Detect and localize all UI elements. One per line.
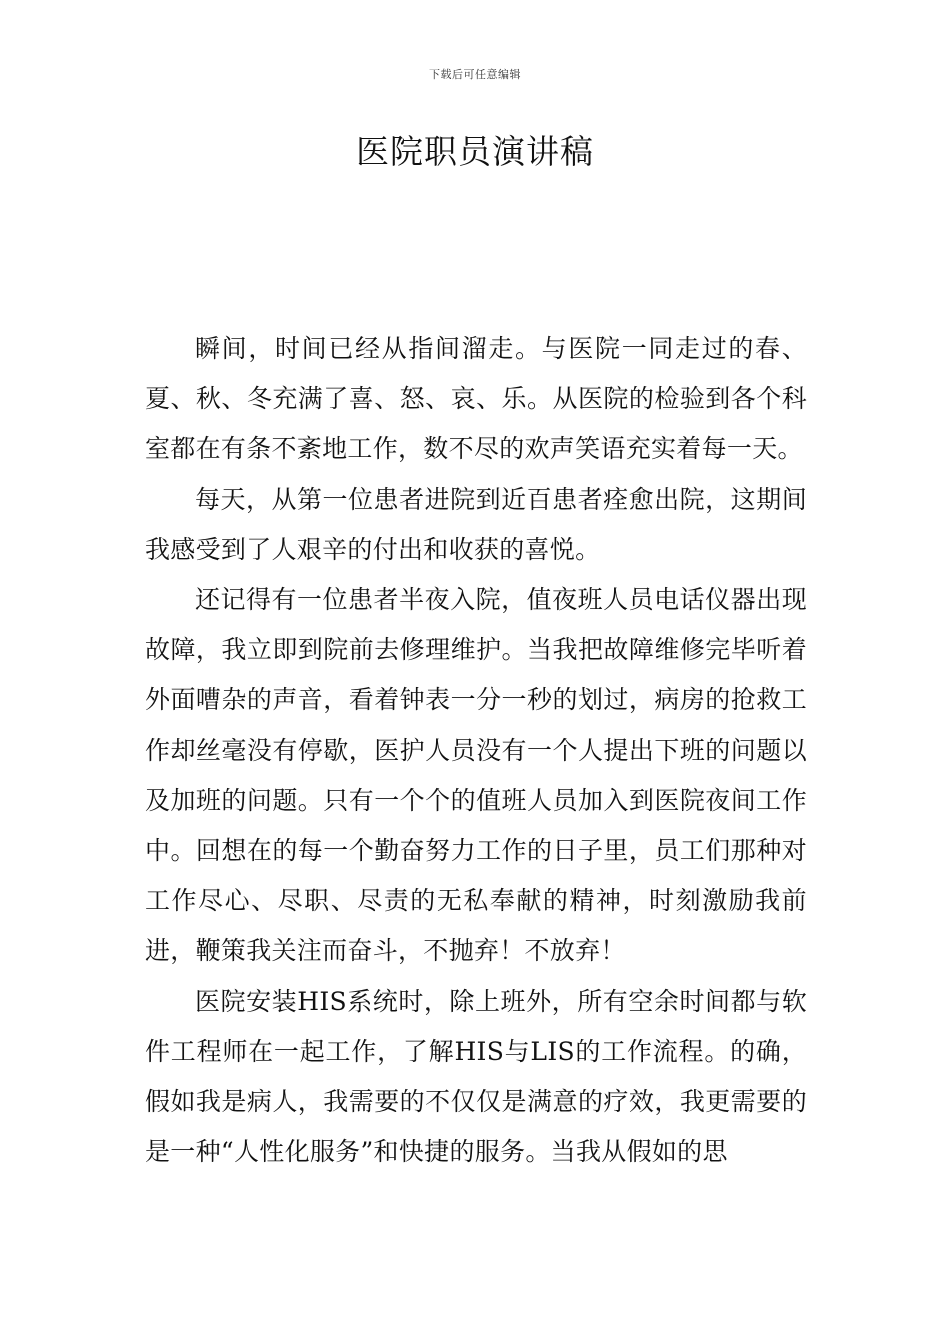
paragraph-4: 医院安装HIS系统时，除上班外，所有空余时间都与软件工程师在一起工作，了解HIS与LIS的工作流程。的确，假如我是病人，我需要的不仅仅是满意的疗效，我更需要的是一种“人性化服务”和快捷的服务。当我从假如的思 [145,986,807,1167]
page-title: 医院职员演讲稿 [356,132,594,171]
paragraph-2: 每天，从第一位患者进院到近百患者痊愈出院，这期间我感受到了人艰辛的付出和收获的喜悦。 [145,484,807,564]
paragraph-3: 还记得有一位患者半夜入院，值夜班人员电话仪器出现故障，我立即到院前去修理维护。当我把故障维修完毕听着外面嘈杂的声音，看着钟表一分一秒的划过，病房的抢救工作却丝毫没有停歇，医护人员没有一个人提出下班的问题以及加班的问题。只有一个个的值班人员加入到医院夜间工作中。回想在的每一个勤奋努力工作的日子里，员工们那种对工作尽心、尽职、尽责的无私奉献的精神，时刻激励我前进，鞭策我关注而奋斗，不抛弃！不放弃！ [145,585,807,966]
header-note: 下载后可任意编辑 [429,68,521,81]
paragraph-1: 瞬间，时间已经从指间溜走。与医院一同走过的春、夏、秋、冬充满了喜、怒、哀、乐。从医院的检验到各个科室都在有条不紊地工作，数不尽的欢声笑语充实着每一天。 [145,334,807,464]
document-body [145,324,807,1177]
